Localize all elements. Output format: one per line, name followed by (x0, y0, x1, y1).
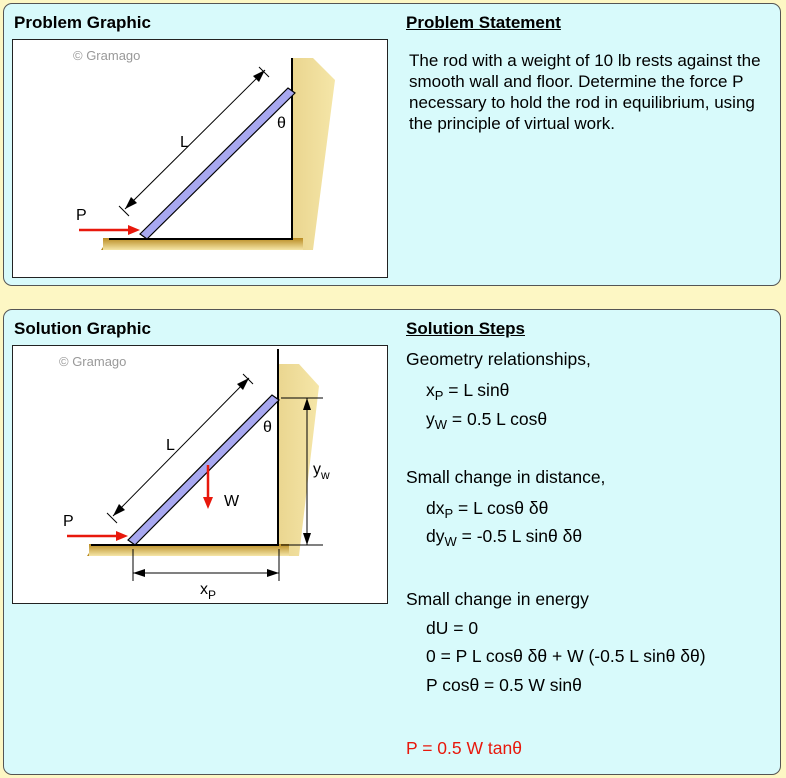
wall-floor-shadow (101, 58, 335, 250)
force-W-arrowhead (203, 497, 213, 509)
solution-diagram (13, 346, 389, 605)
label-theta: θ (263, 419, 272, 436)
label-P: P (76, 207, 87, 224)
step-distance-2: $dy_W = -0.5$ L sinθ δθ (426, 526, 583, 549)
step-energy-title: Small change in energy (406, 589, 589, 609)
problem-statement-heading: Problem Statement (406, 13, 561, 32)
step-result: P = 0.5 W tanθ (406, 738, 522, 758)
step-distance-title: Small change in distance, (406, 467, 606, 487)
label-xp: $x_P$ (200, 581, 217, 602)
force-P-arrowhead (128, 225, 140, 235)
step-distance-1: $dx_P = L$ cosθ δθ (426, 498, 549, 521)
label-P: P (63, 513, 74, 530)
step-energy-3: P cosθ = 0.5 W sinθ (426, 675, 582, 695)
dim-arrow (133, 569, 145, 577)
solution-steps-heading: Solution Steps (406, 319, 525, 338)
rod (128, 395, 279, 545)
problem-diagram (13, 40, 389, 279)
watermark: © Gramago (59, 354, 127, 369)
wall-floor-shadow (87, 364, 319, 556)
step-energy-1: dU = 0 (426, 618, 479, 638)
solution-graphic (12, 345, 388, 604)
label-theta: θ (277, 115, 286, 132)
solution-panel (3, 309, 781, 775)
dim-arrow (267, 569, 279, 577)
step-geometry-1: $x_P = L$ sinθ (426, 380, 510, 403)
solution-graphic-heading: Solution Graphic (14, 319, 151, 338)
step-energy-2: 0 = P L cosθ δθ + W (-0.5 L sinθ δθ) (426, 646, 706, 666)
step-geometry-title: Geometry relationships, (406, 349, 591, 369)
label-L: L (166, 437, 175, 454)
problem-panel (3, 3, 781, 286)
label-L: L (180, 134, 189, 151)
force-P-arrowhead (116, 531, 128, 541)
watermark: © Gramago (73, 48, 141, 63)
rod (140, 88, 295, 239)
problem-statement: The rod with a weight of 10 lb rests against the smooth wall and floor. Determine the force P necessary to hold the rod in equilibrium, using the principle of virtual work. (409, 51, 761, 133)
problem-graphic (12, 39, 388, 278)
label-W: W (224, 493, 240, 510)
label-yw: $y_w$ (313, 461, 330, 482)
problem-graphic-heading: Problem Graphic (14, 13, 151, 32)
dim-arrow (303, 533, 311, 545)
step-geometry-2: $y_W = 0.5$ L cosθ (426, 409, 548, 432)
